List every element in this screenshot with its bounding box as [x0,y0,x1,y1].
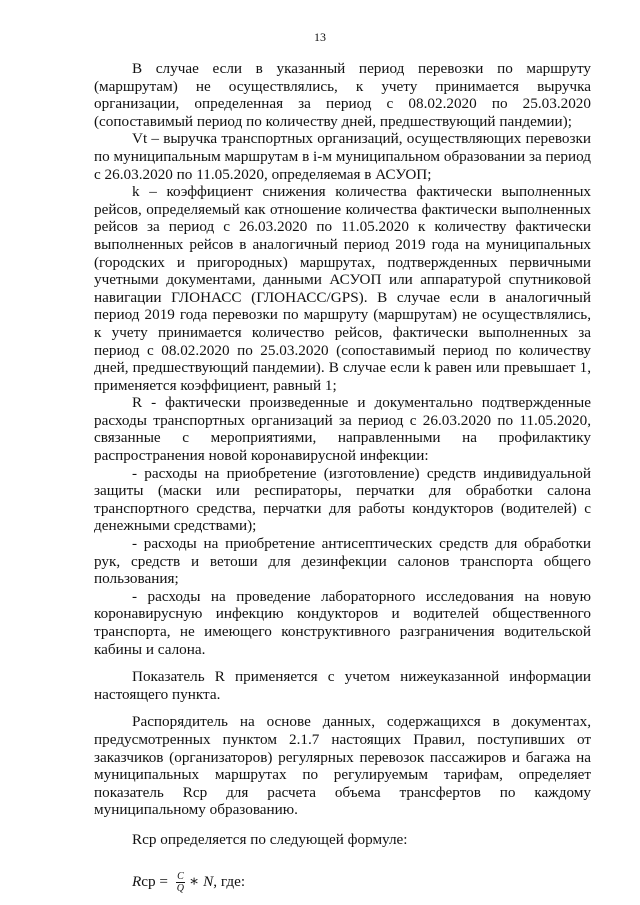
formula-lhs: R [132,873,142,891]
paragraph-r-definition: R - фактически произведенные и документально подтвержденные расходы транспортных организаций за период с 26.03.2020 по 11.05.2020, связанные с мероприятиями, направленными на профилактику распространения новой коронавирусной инфекции: [94,394,591,465]
paragraph-r-applied: Показатель R применяется с учетом нижеуказанной информации настоящего пункта. [94,668,591,703]
rcp-formula [132,871,591,894]
formula-lhs-subscript: ср [141,873,156,891]
paragraph-formula-intro: Rср определяется по следующей формуле: [132,830,408,848]
paragraph-revenue-fallback: В случае если в указанный период перевозки по маршруту (маршрутам) не осуществлялись, к учету принимается выручка организации, определенная за период с 08.02.2020 по 25.03.2020 (сопоставимый период по количеству дней, предшествующий пандемии); [94,60,591,130]
document-body [94,60,591,894]
list-item-lab-test-expenses: - расходы на проведение лабораторного исследования на новую коронавирусную инфекцию кондукторов и водителей общественного транспорта, не имеющего конструктивного разграничения водительской кабины и салона. [94,587,591,658]
formula-var: N [203,873,214,891]
formula-numerator: C [177,870,184,882]
formula-suffix: , где: [213,873,246,891]
page-number: 13 [314,30,326,44]
paragraph-vt-definition: Vt – выручка транспортных организаций, осуществляющих перевозки по муниципальным маршрутам в i-м муниципальном образовании за период с 26.03.2020 по 11.05.2020, определяемая в АСУОП; [94,130,591,183]
formula-denominator: Q [176,882,185,894]
formula-fraction [176,871,185,894]
paragraph-administrator: Распорядитель на основе данных, содержащихся в документах, предусмотренных пунктом 2.1.7 настоящих Правил, поступивших от заказчиков (организаторов) регулярных перевозок пассажиров и багажа на муниципальных маршрутах по регулируемым тарифам, определяет показатель Rср для расчета объема трансфертов по каждому муниципальному образованию. [94,713,591,819]
formula-equals: = [155,873,172,891]
list-item-antiseptic-expenses: - расходы на приобретение антисептических средств для обработки рук, средств и ветоши для дезинфекции салонов транспорта общего пользования; [94,535,591,588]
list-item-ppe-expenses: - расходы на приобретение (изготовление) средств индивидуальной защиты (маски или респираторы, перчатки для обработки салона транспортного средства, перчатки для работы кондукторов (водителей) с денежными средствами); [94,464,591,535]
paragraph-k-definition: k – коэффициент снижения количества фактически выполненных рейсов, определяемый как отношение количества фактически выполненных рейсов за период с 26.03.2020 по 11.05.2020 к количеству фактически выполненных рейсов в аналогичный период 2019 года на муниципальных (городских и пригородных) маршрутах, подтвержденных первичными учетными документами, данными АСУОП или аппаратурой спутниковой навигации ГЛОНАСС (ГЛОНАСС/GPS). В случае если в аналогичный период 2019 года перевозки по маршруту (маршрутам) не осуществлялись, к учету принимается количество рейсов, фактически выполненных за период с 08.02.2020 по 25.03.2020 (сопоставимый период по количеству дней, предшествующий пандемии). В случае если k равен или превышает 1, применяется коэффициент, равный 1; [94,183,591,394]
formula-times: ∗ [189,873,204,891]
